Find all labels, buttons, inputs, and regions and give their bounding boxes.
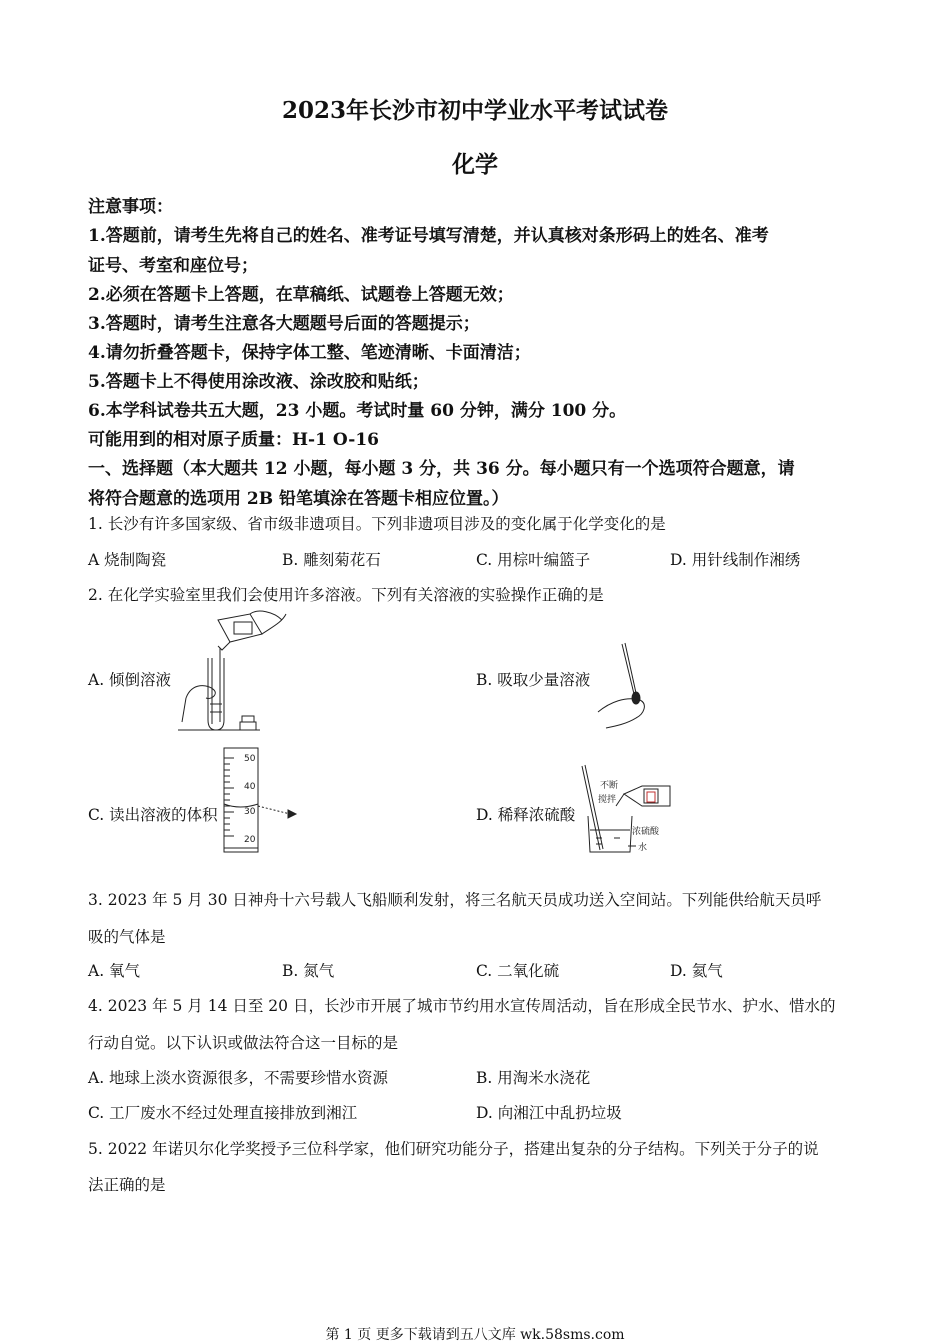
page-footer: 第 1 页 更多下载请到五八文库 wk.58sms.com <box>325 1327 625 1343</box>
q4-stem: 4. 2023 年 5 月 14 日至 20 日，长沙市开展了城市节约用水宣传周活动，旨在形成全民节水、护水、惜水的 <box>88 997 836 1015</box>
stir-label: 搅拌 <box>598 795 617 805</box>
water-label: 水 <box>638 843 648 853</box>
note-item: 5.答题卡上不得使用涂改液、涂改胶和贴纸； <box>88 372 429 392</box>
q3-stem-cont: 吸的气体是 <box>88 928 166 946</box>
q1-option-b: B. 雕刻菊花石 <box>282 551 381 569</box>
section1-heading-cont: 将符合题意的选项用 2B 铅笔填涂在答题卡相应位置。） <box>88 489 509 509</box>
q2-option-c: C. 读出溶液的体积 <box>88 806 218 824</box>
q3-option-a: A. 氧气 <box>88 962 141 980</box>
note-item: 证号、考室和座位号； <box>88 256 258 276</box>
q1-option-a: A 烧制陶瓷 <box>88 551 167 569</box>
q1-stem: 1. 长沙有许多国家级、省市级非遗项目。下列非遗项目涉及的变化属于化学变化的是 <box>88 515 666 533</box>
notes-heading: 注意事项： <box>88 197 173 217</box>
q4-option-d: D. 向湘江中乱扔垃圾 <box>476 1104 622 1122</box>
exam-title: 2023年长沙市初中学业水平考试试卷 <box>281 97 668 124</box>
q4-option-b: B. 用淘米水浇花 <box>476 1069 591 1087</box>
q1-option-c: C. 用棕叶编篮子 <box>476 551 591 569</box>
q2-option-d: D. 稀释浓硫酸 <box>476 806 576 824</box>
q3-option-d: D. 氦气 <box>670 962 723 980</box>
q5-stem: 5. 2022 年诺贝尔化学奖授予三位科学家，他们研究功能分子，搭建出复杂的分子结构。下列关于分子的说 <box>88 1140 819 1158</box>
atomic-mass: 可能用到的相对原子质量：H-1 O-16 <box>88 430 380 450</box>
stir-label: 不断 <box>600 781 619 791</box>
dropper-figure <box>596 640 656 732</box>
note-item: 4.请勿折叠答题卡，保持字体工整、笔迹清晰、卡面清洁； <box>88 343 531 363</box>
q3-stem: 3. 2023 年 5 月 30 日神舟十六号载人飞船顺利发射，将三名航天员成功送入空间站。下列能供给航天员呼 <box>88 891 822 909</box>
note-item: 6.本学科试卷共五大题，23 小题。考试时量 60 分钟，满分 100 分。 <box>88 401 627 421</box>
q4-stem-cont: 行动自觉。以下认识或做法符合这一目标的是 <box>88 1034 399 1052</box>
q3-option-c: C. 二氧化硫 <box>476 962 560 980</box>
q5-stem-cont: 法正确的是 <box>88 1176 166 1194</box>
note-item: 2.必须在答题卡上答题，在草稿纸、试题卷上答题无效； <box>88 285 514 305</box>
q3-option-b: B. 氮气 <box>282 962 335 980</box>
note-item: 1.答题前，请考生先将自己的姓名、准考证号填写清楚，并认真核对条形码上的姓名、准考 <box>88 226 769 246</box>
pouring-solution-figure <box>178 612 288 734</box>
cylinder-tick-label: 30 <box>244 807 256 817</box>
dilution-figure <box>578 760 678 860</box>
q4-option-c: C. 工厂废水不经过处理直接排放到湘江 <box>88 1104 358 1122</box>
acid-label: 浓硫酸 <box>632 827 660 837</box>
section1-heading: 一、选择题（本大题共 12 小题，每小题 3 分，共 36 分。每小题只有一个选项符合题意，请 <box>88 459 795 479</box>
cylinder-tick-label: 50 <box>244 754 256 764</box>
q4-option-a: A. 地球上淡水资源很多，不需要珍惜水资源 <box>88 1069 389 1087</box>
cylinder-tick-label: 20 <box>244 835 256 845</box>
measuring-cylinder-figure <box>218 744 300 856</box>
q1-option-d: D. 用针线制作湘绣 <box>670 551 801 569</box>
cylinder-tick-label: 40 <box>244 782 256 792</box>
q2-option-b: B. 吸取少量溶液 <box>476 671 591 689</box>
note-item: 3.答题时，请考生注意各大题题号后面的答题提示； <box>88 314 480 334</box>
subject-title: 化学 <box>452 151 498 178</box>
q2-option-a: A. 倾倒溶液 <box>88 671 172 689</box>
q2-stem: 2. 在化学实验室里我们会使用许多溶液。下列有关溶液的实验操作正确的是 <box>88 586 604 604</box>
